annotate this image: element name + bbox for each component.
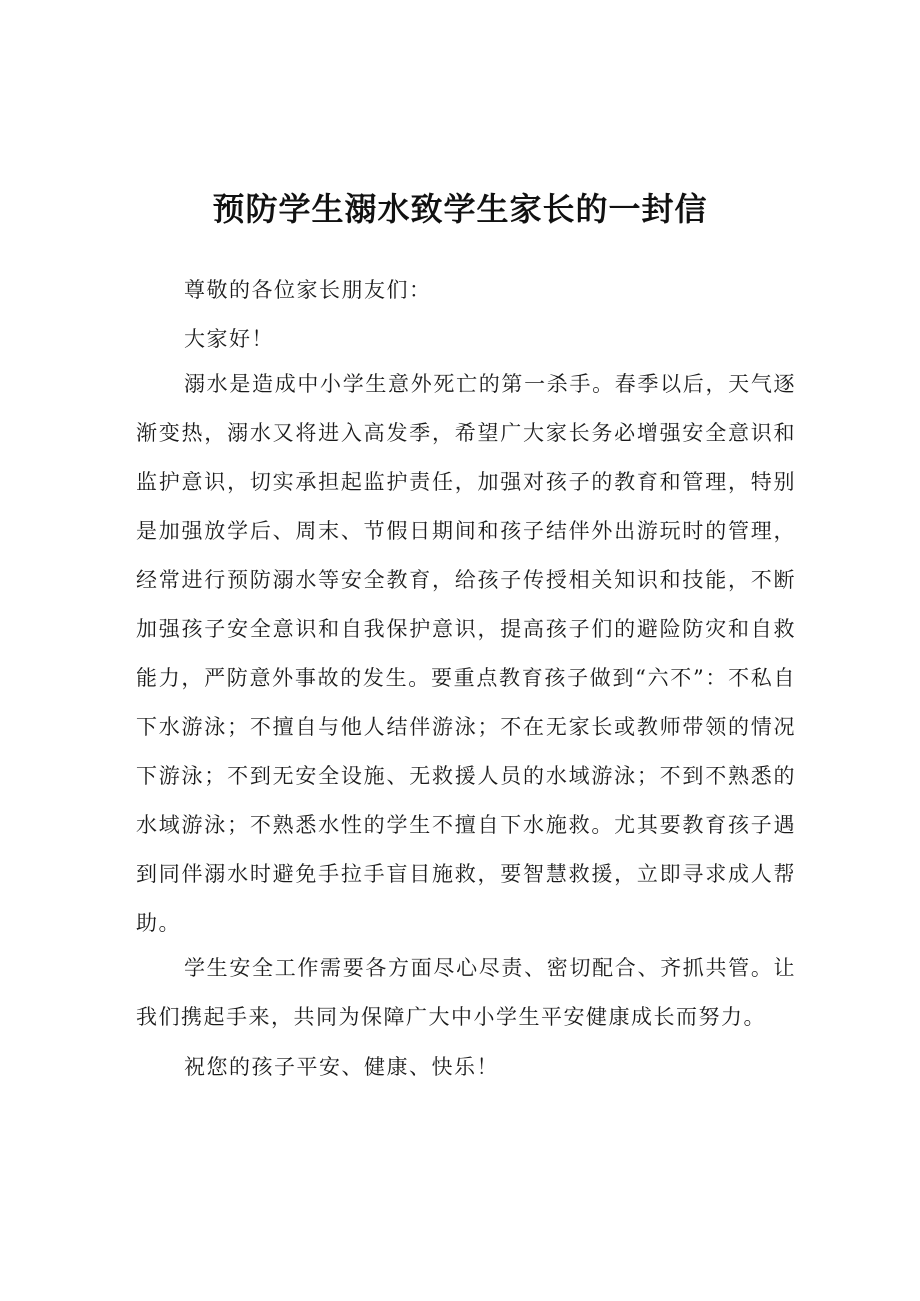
page-title: 预防学生溺水致学生家长的一封信 <box>212 190 708 229</box>
salutation-text: 尊敬的各位家长朋友们： <box>184 278 432 302</box>
letter-body-paragraph-1 <box>136 360 796 948</box>
letter-closing <box>136 1043 796 1092</box>
greeting-text: 大家好！ <box>184 327 274 351</box>
body-paragraph: 溺水是造成中小学生意外死亡的第一杀手。春季以后，天气逐渐变热，溺水又将进入高发季，希望广大家长务必增强安全意识和监护意识，切实承担起监护责任，加强对孩子的教育和管理，特别是加强放学后、周末、节假日期间和孩子结伴外出游玩时的管理，经常进行预防溺水等安全教育，给孩子传授相关知识和技能，不断加强孩子安全意识和自我保护意识，提高孩子们的避险防灾和自救能力，严防意外事故的发生。要重点教育孩子做到“六不”：不私自下水游泳；不擅自与他人结伴游泳；不在无家长或教师带领的情况下游泳；不到无安全设施、无救援人员的水域游泳；不到不熟悉的水域游泳；不熟悉水性的学生不擅自下水施救。尤其要教育孩子遇到同伴溺水时避免手拉手盲目施救，要智慧救援，立即寻求成人帮助。 <box>136 372 796 935</box>
letter-greeting <box>136 315 796 364</box>
closing-text: 祝您的孩子平安、健康、快乐！ <box>184 1055 499 1079</box>
body-paragraph: 学生安全工作需要各方面尽心尽责、密切配合、齐抓共管。让我们携起手来，共同为保障广大中小学生平安健康成长而努力。 <box>136 956 796 1029</box>
letter-salutation <box>136 266 796 315</box>
letter-body-paragraph-2 <box>136 944 796 1042</box>
